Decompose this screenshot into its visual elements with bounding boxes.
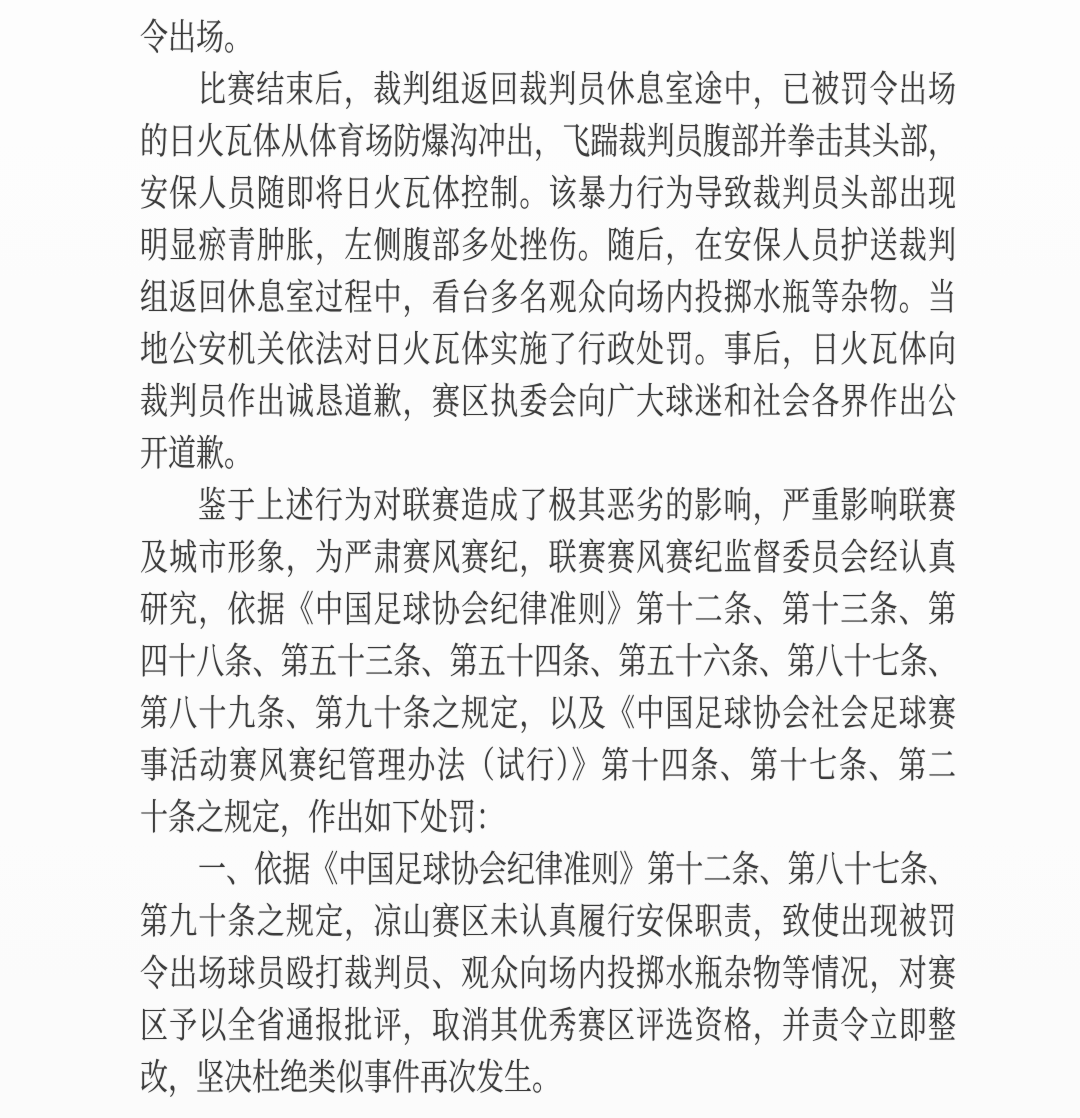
paragraph: [140, 13, 956, 65]
text-line: 研究，依据《中国足球协会纪律准则》第十二条、第十三条、第: [140, 590, 956, 631]
text-line: 第九十条之规定，凉山赛区未认真履行安保职责，致使出现被罚: [140, 902, 956, 943]
text-line: 令出场球员殴打裁判员、观众向场内投掷水瓶杂物等情况，对赛: [140, 954, 956, 995]
text-line: 一、依据《中国足球协会纪律准则》第十二条、第八十七条、: [198, 850, 956, 891]
text-line: 改，坚决杜绝类似事件再次发生。: [140, 1058, 561, 1099]
text-line: 裁判员作出诚恳道歉，赛区执委会向广大球迷和社会各界作出公: [140, 382, 956, 423]
text-line: 十条之规定，作出如下处罚：: [140, 798, 505, 839]
paragraph: [140, 481, 956, 845]
text-line: 的日火瓦体从体育场防爆沟冲出，飞踹裁判员腹部并拳击其头部，: [140, 122, 956, 163]
paragraph: [140, 845, 956, 1105]
text-line: 事活动赛风赛纪管理办法（试行）》第十四条、第十七条、第二: [140, 746, 956, 787]
text-line: 令出场。: [140, 18, 253, 59]
text-line: 四十八条、第五十三条、第五十四条、第五十六条、第八十七条、: [140, 642, 956, 683]
text-line: 第八十九条、第九十条之规定，以及《中国足球协会社会足球赛: [140, 694, 956, 735]
text-line: 组返回休息室过程中，看台多名观众向场内投掷水瓶等杂物。当: [140, 278, 956, 319]
text-line: 明显瘀青肿胀，左侧腹部多处挫伤。随后，在安保人员护送裁判: [140, 226, 956, 267]
text-line: 安保人员随即将日火瓦体控制。该暴力行为导致裁判员头部出现: [140, 174, 956, 215]
text-line: 区予以全省通报批评，取消其优秀赛区评选资格，并责令立即整: [140, 1006, 956, 1047]
text-line: 地公安机关依法对日火瓦体实施了行政处罚。事后，日火瓦体向: [140, 330, 956, 371]
text-line: 开道歉。: [140, 434, 253, 475]
text-line: 比赛结束后，裁判组返回裁判员休息室途中，已被罚令出场: [198, 70, 956, 111]
text-block: [140, 13, 956, 1105]
paragraph: [140, 65, 956, 481]
text-line: 鉴于上述行为对联赛造成了极其恶劣的影响，严重影响联赛: [198, 486, 956, 527]
text-line: 及城市形象，为严肃赛风赛纪，联赛赛风赛纪监督委员会经认真: [140, 538, 956, 579]
